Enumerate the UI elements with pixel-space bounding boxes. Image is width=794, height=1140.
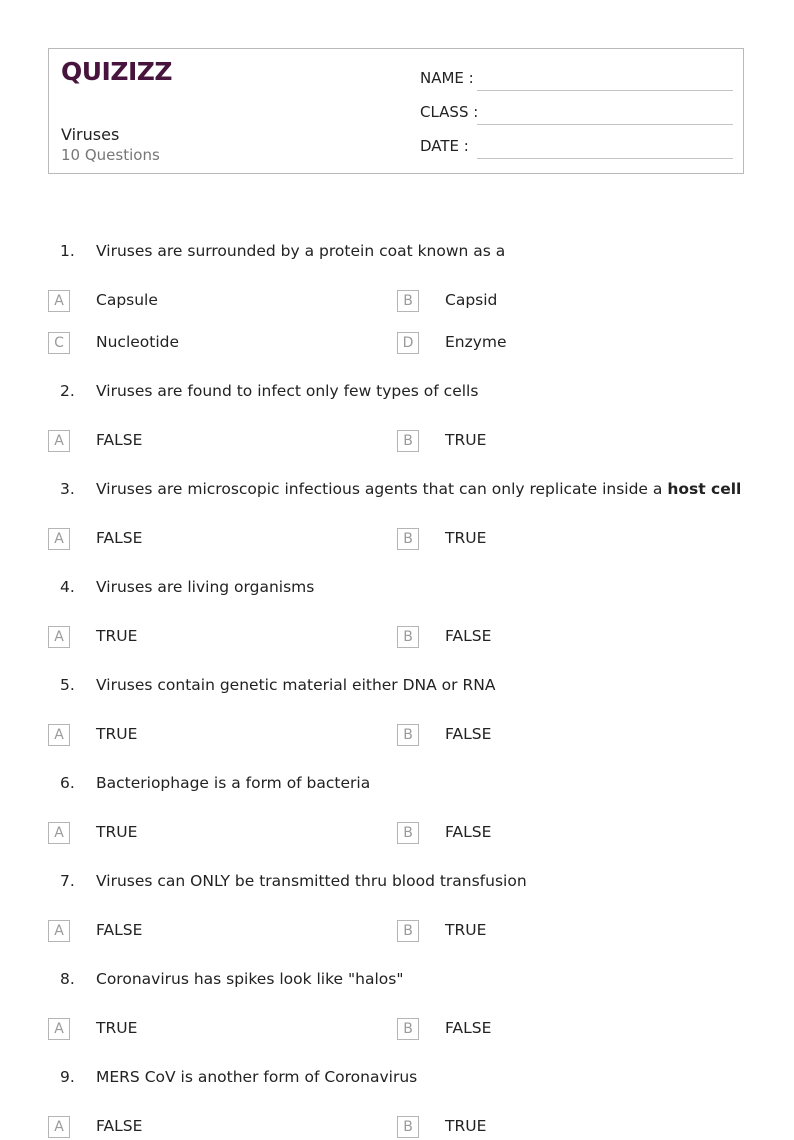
answer-option[interactable] [48,290,348,314]
option-letter-box[interactable]: A [48,1116,70,1138]
question-text-main: Viruses are microscopic infectious agents that can only replicate inside a [96,480,668,498]
question-text [96,872,527,890]
class-label: CLASS : [420,103,479,121]
date-label: DATE : [420,137,469,155]
question [0,480,794,506]
option-text: Enzyme [445,333,507,351]
answer-option[interactable] [48,430,348,454]
option-text: Capsule [96,291,158,309]
question [0,872,794,898]
question-number: 5. [60,676,75,694]
question-count: 10 Questions [61,146,160,164]
question-text-main: MERS CoV is another form of Coronavirus [96,1068,418,1086]
option-text: TRUE [445,921,487,939]
option-letter-box[interactable]: B [397,626,419,648]
question-text-main: Bacteriophage is a form of bacteria [96,774,371,792]
answer-option[interactable] [48,724,348,748]
answer-option[interactable] [397,724,697,748]
option-letter-box[interactable]: B [397,1018,419,1040]
option-letter-box[interactable]: B [397,822,419,844]
answer-option[interactable] [397,332,697,356]
option-text: FALSE [445,725,492,743]
question-number: 2. [60,382,75,400]
question-number: 8. [60,970,75,988]
answer-option[interactable] [48,332,348,356]
question-text-main: Viruses are living organisms [96,578,315,596]
answer-option[interactable] [397,430,697,454]
question-number: 4. [60,578,75,596]
option-text: FALSE [96,1117,143,1135]
option-letter-box[interactable]: A [48,724,70,746]
question-text-main: Viruses are surrounded by a protein coat known as a [96,242,506,260]
question-text [96,1068,417,1086]
question [0,242,794,268]
option-text: TRUE [445,529,487,547]
question-text-bold: host cell [667,480,742,498]
option-text: FALSE [96,431,143,449]
question-text [96,774,370,792]
question-number: 9. [60,1068,75,1086]
option-letter-box[interactable]: B [397,1116,419,1138]
option-text: Nucleotide [96,333,180,351]
option-text: FALSE [445,627,492,645]
answer-option[interactable] [48,920,348,944]
answer-option[interactable] [397,290,697,314]
option-letter-box[interactable]: A [48,920,70,942]
question-number: 3. [60,480,75,498]
option-letter-box[interactable]: A [48,290,70,312]
answer-option[interactable] [48,1116,348,1140]
question [0,676,794,702]
answer-option[interactable] [48,626,348,650]
option-letter-box[interactable]: B [397,920,419,942]
question-text [96,578,314,596]
option-letter-box[interactable]: A [48,822,70,844]
option-text: FALSE [96,921,143,939]
option-text: FALSE [445,823,492,841]
option-letter-box[interactable]: A [48,528,70,550]
question-number: 6. [60,774,75,792]
option-text: TRUE [445,431,487,449]
answer-option[interactable] [48,528,348,552]
date-line[interactable] [477,158,733,159]
question-text [96,480,741,498]
worksheet-header [48,48,744,174]
option-letter-box[interactable]: B [397,430,419,452]
option-letter-box[interactable]: A [48,1018,70,1040]
answer-option[interactable] [397,1116,697,1140]
option-text: TRUE [96,627,138,645]
question [0,1068,794,1094]
question [0,970,794,996]
question-text-main: Viruses can ONLY be transmitted thru blood transfusion [96,872,527,890]
option-letter-box[interactable]: A [48,430,70,452]
answer-option[interactable] [48,822,348,846]
option-text: TRUE [96,823,138,841]
question-text [96,676,495,694]
question-text [96,382,478,400]
option-letter-box[interactable]: B [397,528,419,550]
option-text: TRUE [96,1019,138,1037]
question [0,578,794,604]
question-text-main: Viruses are found to infect only few types of cells [96,382,479,400]
question-text [96,970,403,988]
answer-option[interactable] [397,822,697,846]
question [0,774,794,800]
answer-option[interactable] [397,528,697,552]
name-label: NAME : [420,69,474,87]
answer-option[interactable] [48,1018,348,1042]
question-text-main: Coronavirus has spikes look like "halos" [96,970,404,988]
quizizz-logo: QUIZIZZ [61,57,173,86]
option-letter-box[interactable]: C [48,332,70,354]
question-number: 1. [60,242,75,260]
question-text [96,242,505,260]
question-number: 7. [60,872,75,890]
name-line[interactable] [477,90,733,91]
option-text: TRUE [96,725,138,743]
question [0,382,794,408]
option-text: Capsid [445,291,498,309]
option-text: TRUE [445,1117,487,1135]
class-line[interactable] [477,124,733,125]
option-letter-box[interactable]: A [48,626,70,648]
option-text: FALSE [96,529,143,547]
answer-option[interactable] [397,626,697,650]
option-letter-box[interactable]: D [397,332,419,354]
option-letter-box[interactable]: B [397,290,419,312]
question-text-main: Viruses contain genetic material either DNA or RNA [96,676,496,694]
option-letter-box[interactable]: B [397,724,419,746]
option-text: FALSE [445,1019,492,1037]
answer-option[interactable] [397,920,697,944]
worksheet-title: Viruses [61,125,120,144]
answer-option[interactable] [397,1018,697,1042]
